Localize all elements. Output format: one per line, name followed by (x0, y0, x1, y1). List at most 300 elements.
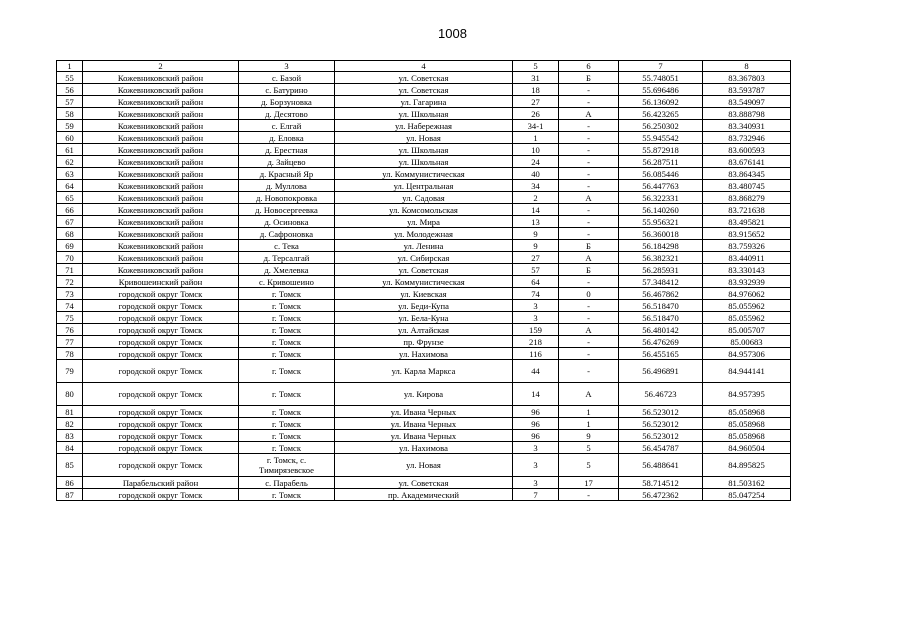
column-header: 6 (559, 61, 619, 72)
table-row (57, 168, 791, 180)
district-cell: Кожевниковский район (83, 108, 239, 120)
latitude-cell: 56.136092 (619, 96, 703, 108)
district-cell: Кожевниковский район (83, 252, 239, 264)
building-cell: 9 (559, 430, 619, 442)
table-row (57, 156, 791, 168)
street-cell: ул. Новая (335, 454, 513, 477)
table-row (57, 312, 791, 324)
table-row (57, 120, 791, 132)
district-cell: городской округ Томск (83, 383, 239, 406)
latitude-cell: 56.454787 (619, 442, 703, 454)
house-number-cell: 96 (513, 418, 559, 430)
longitude-cell: 83.868279 (703, 192, 791, 204)
settlement-cell: с. Тека (239, 240, 335, 252)
building-cell: Б (559, 240, 619, 252)
building-cell: А (559, 383, 619, 406)
settlement-cell: д. Сафроновка (239, 228, 335, 240)
building-cell: - (559, 180, 619, 192)
row-number-cell: 70 (57, 252, 83, 264)
longitude-cell: 85.058968 (703, 418, 791, 430)
street-cell: ул. Советская (335, 477, 513, 489)
latitude-cell: 56.523012 (619, 418, 703, 430)
street-cell: пр. Академический (335, 489, 513, 501)
table-header-row (57, 61, 791, 72)
house-number-cell: 3 (513, 454, 559, 477)
building-cell: А (559, 108, 619, 120)
house-number-cell: 9 (513, 228, 559, 240)
row-number-cell: 65 (57, 192, 83, 204)
settlement-cell: д. Десятово (239, 108, 335, 120)
latitude-cell: 55.956321 (619, 216, 703, 228)
column-header: 7 (619, 61, 703, 72)
row-number-cell: 76 (57, 324, 83, 336)
district-cell: Кожевниковский район (83, 192, 239, 204)
house-number-cell: 9 (513, 240, 559, 252)
table-body (57, 72, 791, 501)
latitude-cell: 56.250302 (619, 120, 703, 132)
building-cell: - (559, 84, 619, 96)
longitude-cell: 84.976062 (703, 288, 791, 300)
district-cell: Кожевниковский район (83, 204, 239, 216)
settlement-cell: с. Парабель (239, 477, 335, 489)
district-cell: Кожевниковский район (83, 84, 239, 96)
settlement-cell: д. Ерестная (239, 144, 335, 156)
street-cell: ул. Беди-Купа (335, 300, 513, 312)
district-cell: Кожевниковский район (83, 264, 239, 276)
street-cell: ул. Кирова (335, 383, 513, 406)
longitude-cell: 83.915652 (703, 228, 791, 240)
row-number-cell: 62 (57, 156, 83, 168)
latitude-cell: 56.423265 (619, 108, 703, 120)
street-cell: ул. Карла Маркса (335, 360, 513, 383)
settlement-cell: г. Томск (239, 430, 335, 442)
column-header: 2 (83, 61, 239, 72)
row-number-cell: 82 (57, 418, 83, 430)
table-row (57, 108, 791, 120)
table-row (57, 216, 791, 228)
settlement-cell: г. Томск (239, 442, 335, 454)
table-row (57, 72, 791, 84)
house-number-cell: 218 (513, 336, 559, 348)
column-header: 5 (513, 61, 559, 72)
house-number-cell: 14 (513, 383, 559, 406)
longitude-cell: 83.888798 (703, 108, 791, 120)
district-cell: городской округ Томск (83, 442, 239, 454)
building-cell: - (559, 156, 619, 168)
row-number-cell: 68 (57, 228, 83, 240)
building-cell: - (559, 300, 619, 312)
district-cell: городской округ Томск (83, 360, 239, 383)
settlement-cell: д. Муллова (239, 180, 335, 192)
building-cell: 1 (559, 406, 619, 418)
settlement-cell: с. Елгай (239, 120, 335, 132)
table-row (57, 348, 791, 360)
table-row (57, 192, 791, 204)
district-cell: городской округ Томск (83, 406, 239, 418)
settlement-cell: г. Томск (239, 300, 335, 312)
row-number-cell: 79 (57, 360, 83, 383)
district-cell: Кожевниковский район (83, 120, 239, 132)
building-cell: - (559, 276, 619, 288)
row-number-cell: 78 (57, 348, 83, 360)
longitude-cell: 83.480745 (703, 180, 791, 192)
street-cell: ул. Ивана Черных (335, 418, 513, 430)
house-number-cell: 1 (513, 132, 559, 144)
table-row (57, 454, 791, 477)
building-cell: - (559, 348, 619, 360)
street-cell: ул. Садовая (335, 192, 513, 204)
building-cell: Б (559, 264, 619, 276)
column-header: 4 (335, 61, 513, 72)
latitude-cell: 56.46723 (619, 383, 703, 406)
building-cell: 5 (559, 442, 619, 454)
longitude-cell: 83.593787 (703, 84, 791, 96)
house-number-cell: 96 (513, 430, 559, 442)
longitude-cell: 85.058968 (703, 406, 791, 418)
longitude-cell: 83.440911 (703, 252, 791, 264)
latitude-cell: 56.140260 (619, 204, 703, 216)
longitude-cell: 83.759326 (703, 240, 791, 252)
district-cell: городской округ Томск (83, 324, 239, 336)
longitude-cell: 85.047254 (703, 489, 791, 501)
latitude-cell: 56.467862 (619, 288, 703, 300)
latitude-cell: 56.472362 (619, 489, 703, 501)
building-cell: - (559, 336, 619, 348)
settlement-cell: д. Терсалгай (239, 252, 335, 264)
latitude-cell: 58.714512 (619, 477, 703, 489)
latitude-cell: 56.518470 (619, 312, 703, 324)
street-cell: ул. Новая (335, 132, 513, 144)
longitude-cell: 83.340931 (703, 120, 791, 132)
building-cell: 5 (559, 454, 619, 477)
street-cell: ул. Советская (335, 264, 513, 276)
latitude-cell: 56.085446 (619, 168, 703, 180)
table-row (57, 252, 791, 264)
settlement-cell: г. Томск (239, 312, 335, 324)
street-cell: ул. Киевская (335, 288, 513, 300)
row-number-cell: 77 (57, 336, 83, 348)
district-cell: Кривошеинский район (83, 276, 239, 288)
building-cell: - (559, 96, 619, 108)
row-number-cell: 71 (57, 264, 83, 276)
settlement-cell: г. Томск (239, 324, 335, 336)
street-cell: ул. Советская (335, 84, 513, 96)
house-number-cell: 3 (513, 477, 559, 489)
registry-table (56, 60, 791, 501)
settlement-cell: с. Батурино (239, 84, 335, 96)
settlement-cell: г. Томск (239, 406, 335, 418)
building-cell: - (559, 144, 619, 156)
settlement-cell: д. Хмелевка (239, 264, 335, 276)
street-cell: ул. Советская (335, 72, 513, 84)
latitude-cell: 56.518470 (619, 300, 703, 312)
building-cell: Б (559, 72, 619, 84)
street-cell: ул. Коммунистическая (335, 168, 513, 180)
house-number-cell: 3 (513, 312, 559, 324)
longitude-cell: 85.055962 (703, 312, 791, 324)
settlement-cell: г. Томск (239, 383, 335, 406)
street-cell: ул. Набережная (335, 120, 513, 132)
house-number-cell: 34-1 (513, 120, 559, 132)
district-cell: Кожевниковский район (83, 156, 239, 168)
building-cell: А (559, 324, 619, 336)
street-cell: ул. Школьная (335, 108, 513, 120)
district-cell: городской округ Томск (83, 348, 239, 360)
table-row (57, 276, 791, 288)
row-number-cell: 83 (57, 430, 83, 442)
district-cell: Кожевниковский район (83, 144, 239, 156)
settlement-cell: г. Томск (239, 348, 335, 360)
settlement-cell: с. Кривошеино (239, 276, 335, 288)
latitude-cell: 55.872918 (619, 144, 703, 156)
latitude-cell: 56.322331 (619, 192, 703, 204)
settlement-cell: д. Зайцево (239, 156, 335, 168)
house-number-cell: 31 (513, 72, 559, 84)
row-number-cell: 75 (57, 312, 83, 324)
street-cell: ул. Мира (335, 216, 513, 228)
table-row (57, 96, 791, 108)
house-number-cell: 26 (513, 108, 559, 120)
district-cell: городской округ Томск (83, 300, 239, 312)
table-row (57, 240, 791, 252)
latitude-cell: 56.184298 (619, 240, 703, 252)
table-row (57, 204, 791, 216)
longitude-cell: 85.058968 (703, 430, 791, 442)
settlement-cell: г. Томск (239, 489, 335, 501)
table-row (57, 430, 791, 442)
longitude-cell: 85.005707 (703, 324, 791, 336)
longitude-cell: 83.549097 (703, 96, 791, 108)
latitude-cell: 56.488641 (619, 454, 703, 477)
table-row (57, 228, 791, 240)
house-number-cell: 40 (513, 168, 559, 180)
latitude-cell: 56.476269 (619, 336, 703, 348)
house-number-cell: 27 (513, 96, 559, 108)
settlement-cell: г. Томск (239, 288, 335, 300)
row-number-cell: 81 (57, 406, 83, 418)
latitude-cell: 55.945542 (619, 132, 703, 144)
settlement-cell: г. Томск (239, 336, 335, 348)
house-number-cell: 34 (513, 180, 559, 192)
house-number-cell: 14 (513, 204, 559, 216)
latitude-cell: 56.523012 (619, 430, 703, 442)
district-cell: Кожевниковский район (83, 168, 239, 180)
settlement-cell: г. Томск (239, 360, 335, 383)
latitude-cell: 56.382321 (619, 252, 703, 264)
longitude-cell: 84.960504 (703, 442, 791, 454)
house-number-cell: 27 (513, 252, 559, 264)
row-number-cell: 87 (57, 489, 83, 501)
latitude-cell: 56.287511 (619, 156, 703, 168)
building-cell: - (559, 204, 619, 216)
house-number-cell: 3 (513, 300, 559, 312)
building-cell: - (559, 228, 619, 240)
row-number-cell: 67 (57, 216, 83, 228)
table-row (57, 477, 791, 489)
house-number-cell: 18 (513, 84, 559, 96)
building-cell: 0 (559, 288, 619, 300)
district-cell: Кожевниковский район (83, 72, 239, 84)
table-row (57, 180, 791, 192)
district-cell: Парабельский район (83, 477, 239, 489)
street-cell: ул. Коммунистическая (335, 276, 513, 288)
street-cell: ул. Ленина (335, 240, 513, 252)
house-number-cell: 57 (513, 264, 559, 276)
table-row (57, 336, 791, 348)
row-number-cell: 80 (57, 383, 83, 406)
street-cell: ул. Школьная (335, 144, 513, 156)
settlement-cell: д. Борзуновка (239, 96, 335, 108)
district-cell: городской округ Томск (83, 430, 239, 442)
street-cell: ул. Ивана Черных (335, 406, 513, 418)
street-cell: ул. Нахимова (335, 442, 513, 454)
row-number-cell: 64 (57, 180, 83, 192)
table-row (57, 264, 791, 276)
row-number-cell: 59 (57, 120, 83, 132)
table-row (57, 489, 791, 501)
district-cell: Кожевниковский район (83, 240, 239, 252)
building-cell: - (559, 168, 619, 180)
longitude-cell: 83.932939 (703, 276, 791, 288)
column-header: 1 (57, 61, 83, 72)
longitude-cell: 83.600593 (703, 144, 791, 156)
street-cell: ул. Ивана Черных (335, 430, 513, 442)
district-cell: Кожевниковский район (83, 216, 239, 228)
longitude-cell: 84.944141 (703, 360, 791, 383)
street-cell: ул. Школьная (335, 156, 513, 168)
table-row (57, 324, 791, 336)
row-number-cell: 74 (57, 300, 83, 312)
building-cell: - (559, 312, 619, 324)
longitude-cell: 83.330143 (703, 264, 791, 276)
table-row (57, 300, 791, 312)
house-number-cell: 44 (513, 360, 559, 383)
house-number-cell: 64 (513, 276, 559, 288)
row-number-cell: 73 (57, 288, 83, 300)
row-number-cell: 56 (57, 84, 83, 96)
district-cell: городской округ Томск (83, 288, 239, 300)
table-row (57, 406, 791, 418)
row-number-cell: 55 (57, 72, 83, 84)
row-number-cell: 57 (57, 96, 83, 108)
row-number-cell: 66 (57, 204, 83, 216)
building-cell: А (559, 252, 619, 264)
row-number-cell: 63 (57, 168, 83, 180)
longitude-cell: 83.367803 (703, 72, 791, 84)
latitude-cell: 56.480142 (619, 324, 703, 336)
house-number-cell: 13 (513, 216, 559, 228)
settlement-cell: д. Новопокровка (239, 192, 335, 204)
row-number-cell: 61 (57, 144, 83, 156)
table-row (57, 84, 791, 96)
house-number-cell: 7 (513, 489, 559, 501)
latitude-cell: 55.748051 (619, 72, 703, 84)
longitude-cell: 81.503162 (703, 477, 791, 489)
building-cell: 17 (559, 477, 619, 489)
settlement-cell: д. Еловка (239, 132, 335, 144)
settlement-cell: д. Новосергеевка (239, 204, 335, 216)
house-number-cell: 3 (513, 442, 559, 454)
row-number-cell: 60 (57, 132, 83, 144)
table-row (57, 383, 791, 406)
settlement-cell: с. Базой (239, 72, 335, 84)
table-row (57, 360, 791, 383)
house-number-cell: 116 (513, 348, 559, 360)
latitude-cell: 56.496891 (619, 360, 703, 383)
district-cell: Кожевниковский район (83, 96, 239, 108)
district-cell: городской округ Томск (83, 418, 239, 430)
building-cell: - (559, 132, 619, 144)
settlement-cell: г. Томск (239, 418, 335, 430)
building-cell: - (559, 120, 619, 132)
latitude-cell: 56.360018 (619, 228, 703, 240)
district-cell: городской округ Томск (83, 454, 239, 477)
street-cell: ул. Алтайская (335, 324, 513, 336)
building-cell: А (559, 192, 619, 204)
page-number: 1008 (438, 26, 467, 41)
district-cell: городской округ Томск (83, 489, 239, 501)
building-cell: - (559, 360, 619, 383)
building-cell: - (559, 489, 619, 501)
longitude-cell: 84.957395 (703, 383, 791, 406)
latitude-cell: 56.447763 (619, 180, 703, 192)
street-cell: ул. Комсомольская (335, 204, 513, 216)
settlement-cell: д. Осиновка (239, 216, 335, 228)
latitude-cell: 56.455165 (619, 348, 703, 360)
latitude-cell: 56.523012 (619, 406, 703, 418)
house-number-cell: 159 (513, 324, 559, 336)
longitude-cell: 83.721638 (703, 204, 791, 216)
district-cell: Кожевниковский район (83, 228, 239, 240)
table-row (57, 442, 791, 454)
house-number-cell: 2 (513, 192, 559, 204)
settlement-cell: д. Красный Яр (239, 168, 335, 180)
longitude-cell: 83.676141 (703, 156, 791, 168)
row-number-cell: 72 (57, 276, 83, 288)
row-number-cell: 58 (57, 108, 83, 120)
table-row (57, 132, 791, 144)
street-cell: ул. Сибирская (335, 252, 513, 264)
latitude-cell: 56.285931 (619, 264, 703, 276)
row-number-cell: 86 (57, 477, 83, 489)
settlement-cell: г. Томск, с. Тимирязевское (239, 454, 335, 477)
column-header: 8 (703, 61, 791, 72)
building-cell: - (559, 216, 619, 228)
building-cell: 1 (559, 418, 619, 430)
district-cell: Кожевниковский район (83, 132, 239, 144)
row-number-cell: 69 (57, 240, 83, 252)
column-header: 3 (239, 61, 335, 72)
street-cell: ул. Бела-Куна (335, 312, 513, 324)
house-number-cell: 10 (513, 144, 559, 156)
row-number-cell: 84 (57, 442, 83, 454)
district-cell: городской округ Томск (83, 336, 239, 348)
table-row (57, 418, 791, 430)
row-number-cell: 85 (57, 454, 83, 477)
longitude-cell: 83.732946 (703, 132, 791, 144)
longitude-cell: 85.00683 (703, 336, 791, 348)
street-cell: пр. Фрунзе (335, 336, 513, 348)
longitude-cell: 83.495821 (703, 216, 791, 228)
house-number-cell: 96 (513, 406, 559, 418)
longitude-cell: 84.895825 (703, 454, 791, 477)
district-cell: городской округ Томск (83, 312, 239, 324)
house-number-cell: 24 (513, 156, 559, 168)
street-cell: ул. Центральная (335, 180, 513, 192)
district-cell: Кожевниковский район (83, 180, 239, 192)
table-row (57, 144, 791, 156)
latitude-cell: 55.696486 (619, 84, 703, 96)
